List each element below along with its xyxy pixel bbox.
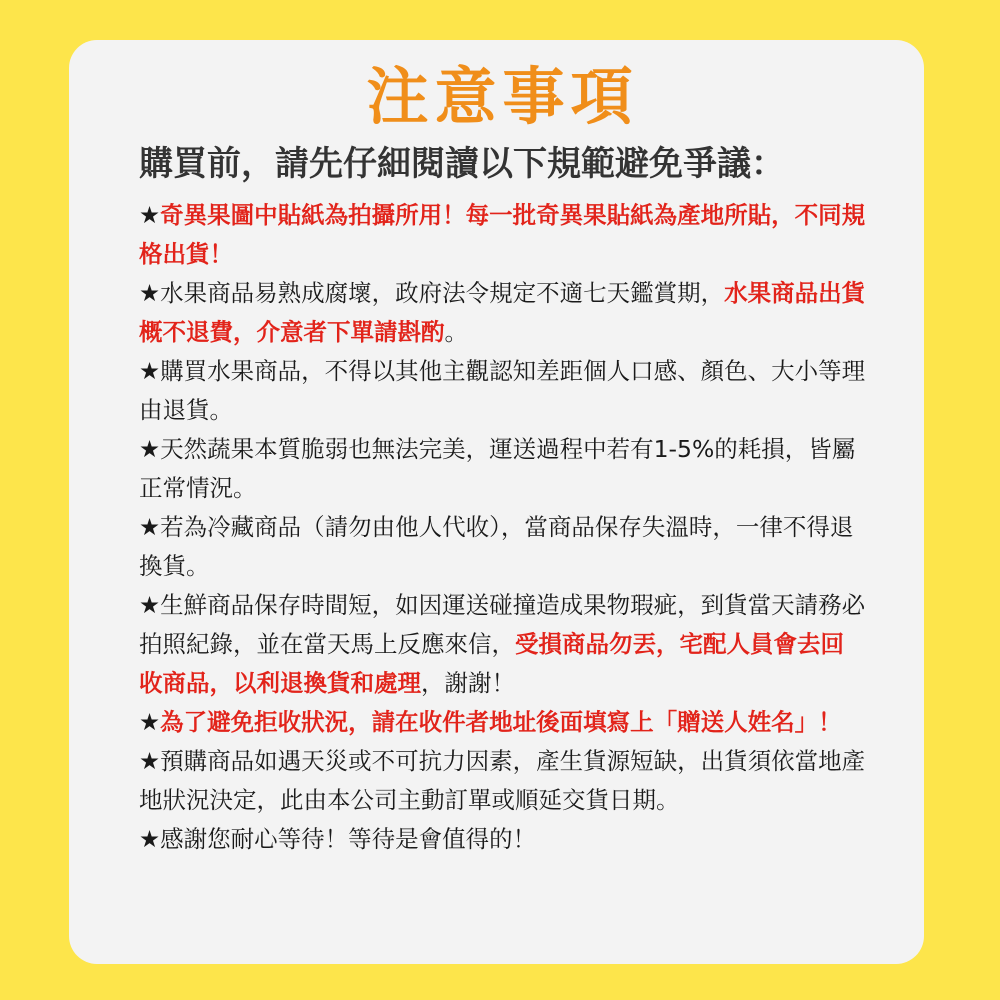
highlight-text: 奇異果圖中貼紙為拍攝所用！每一批奇異果貼紙為產地所貼，不同規格出貨！ — [139, 201, 866, 268]
notice-item — [139, 508, 866, 586]
notice-card — [69, 40, 924, 964]
notice-item — [139, 196, 866, 274]
notice-text: 。 — [444, 318, 468, 346]
notice-text: ★ — [139, 708, 161, 736]
notice-item — [139, 352, 866, 430]
page-title: 注意事項 — [366, 60, 639, 133]
notice-text: ★天然蔬果本質脆弱也無法完美，運送過程中若有1-5%的耗損，皆屬正常情況。 — [139, 435, 856, 502]
notice-text: ★購買水果商品，不得以其他主觀認知差距個人口感、顏色、大小等理由退貨。 — [139, 357, 866, 424]
notice-text: ★ — [139, 201, 161, 229]
notice-list — [139, 196, 866, 859]
notice-text: ★生鮮商品保存時間短，如因運送碰撞造成果物瑕疵，到貨當天請務必拍照紀錄，並在當天馬上反應來信， — [139, 591, 866, 658]
highlight-text: 受損商品勿丟，宅配人員會去回收商品，以利退換貨和處理 — [139, 630, 844, 697]
notice-text: ★水果商品易熟成腐壞，政府法令規定不適七天鑑賞期， — [139, 279, 725, 307]
notice-item — [139, 430, 866, 508]
notice-item — [139, 742, 866, 820]
notice-item — [139, 703, 866, 742]
notice-text: ★預購商品如遇天災或不可抗力因素，產生貨源短缺，出貨須依當地產地狀況決定，此由本公司主動訂單或順延交貨日期。 — [139, 747, 866, 814]
notice-item — [139, 274, 866, 352]
notice-item — [139, 820, 866, 859]
notice-text: ★感謝您耐心等待！等待是會值得的！ — [139, 825, 537, 853]
highlight-text: 為了避免拒收狀況，請在收件者地址後面填寫上「贈送人姓名」！ — [160, 708, 842, 736]
notice-text: ★若為冷藏商品（請勿由他人代收），當商品保存失溫時，一律不得退換貨。 — [139, 513, 854, 580]
notice-item — [139, 586, 866, 703]
notice-subtitle: 購買前，請先仔細閱讀以下規範避免爭議： — [139, 144, 785, 184]
highlight-text: 水果商品出貨概不退費，介意者下單請斟酌 — [139, 279, 866, 346]
notice-text: ，謝謝！ — [421, 669, 515, 697]
